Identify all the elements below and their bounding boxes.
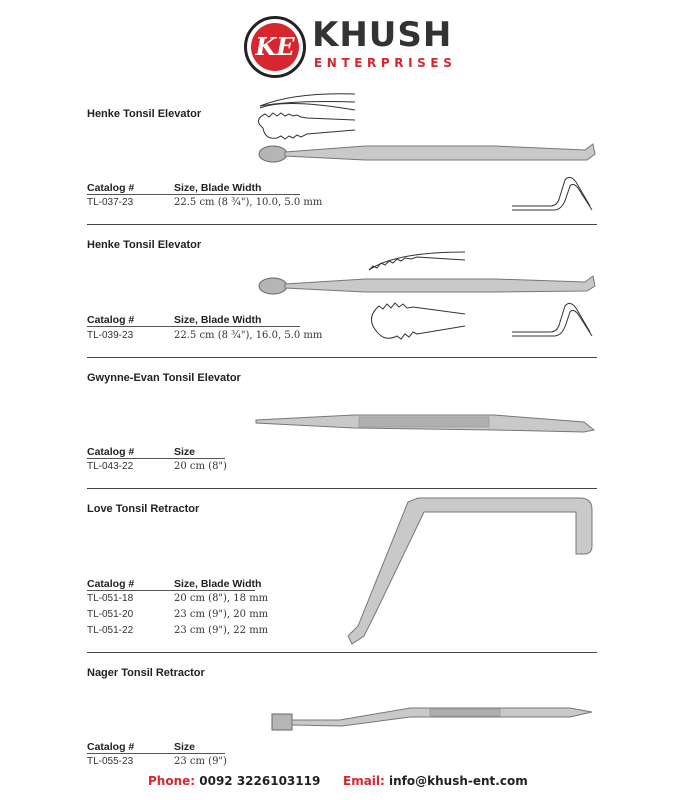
catalog-number: TL-055-23 bbox=[87, 756, 134, 767]
logo-emblem bbox=[244, 16, 306, 78]
logo-title: KHUSH bbox=[312, 15, 453, 55]
section-divider bbox=[87, 652, 597, 653]
blade-closeup-illustration bbox=[365, 248, 475, 274]
header-rule bbox=[87, 326, 300, 327]
phone-contact bbox=[148, 774, 320, 788]
header-rule bbox=[87, 458, 225, 459]
logo-tagline: ENTERPRISES bbox=[314, 56, 457, 70]
phone-number[interactable]: 0092 3226103119 bbox=[199, 774, 321, 788]
section-divider bbox=[87, 488, 597, 489]
instrument-illustration bbox=[254, 410, 599, 436]
size-value: 22.5 cm (8 ¾"), 10.0, 5.0 mm bbox=[174, 197, 323, 208]
size-column-header: Size, Blade Width bbox=[174, 314, 262, 326]
size-value: 23 cm (9"), 20 mm bbox=[174, 609, 269, 620]
catalog-column-header: Catalog # bbox=[87, 578, 135, 590]
catalog-column-header: Catalog # bbox=[87, 446, 135, 458]
size-value: 23 cm (9"), 22 mm bbox=[174, 625, 269, 636]
company-logo bbox=[244, 10, 457, 82]
blade-closeup-illustration bbox=[255, 88, 365, 146]
email-contact bbox=[343, 774, 528, 788]
profile-closeup-illustration bbox=[510, 298, 600, 340]
product-title: Love Tonsil Retractor bbox=[87, 503, 200, 515]
email-label: Email: bbox=[343, 774, 385, 788]
size-value: 22.5 cm (8 ¾"), 16.0, 5.0 mm bbox=[174, 330, 323, 341]
size-value: 20 cm (8") bbox=[174, 461, 227, 472]
instrument-illustration bbox=[255, 140, 600, 170]
header-rule bbox=[87, 194, 300, 195]
catalog-number: TL-051-18 bbox=[87, 593, 134, 604]
catalog-column-header: Catalog # bbox=[87, 314, 135, 326]
size-column-header: Size, Blade Width bbox=[174, 578, 262, 590]
product-title: Nager Tonsil Retractor bbox=[87, 667, 205, 679]
section-divider bbox=[87, 224, 597, 225]
section-divider bbox=[87, 357, 597, 358]
catalog-number: TL-051-20 bbox=[87, 609, 134, 620]
header-rule bbox=[87, 590, 255, 591]
catalog-number: TL-051-22 bbox=[87, 625, 134, 636]
instrument-illustration bbox=[340, 494, 602, 646]
size-column-header: Size, Blade Width bbox=[174, 182, 262, 194]
profile-closeup-illustration bbox=[510, 172, 600, 214]
size-column-header: Size bbox=[174, 741, 196, 753]
size-column-header: Size bbox=[174, 446, 196, 458]
catalog-number: TL-039-23 bbox=[87, 330, 134, 341]
catalog-column-header: Catalog # bbox=[87, 182, 135, 194]
email-address[interactable]: info@khush-ent.com bbox=[389, 774, 528, 788]
size-value: 23 cm (9") bbox=[174, 756, 227, 767]
header-rule bbox=[87, 753, 225, 754]
phone-label: Phone: bbox=[148, 774, 196, 788]
product-title: Henke Tonsil Elevator bbox=[87, 108, 202, 120]
catalog-number: TL-043-22 bbox=[87, 461, 134, 472]
catalog-column-header: Catalog # bbox=[87, 741, 135, 753]
logo-mark: KE bbox=[251, 23, 299, 71]
instrument-illustration bbox=[270, 700, 600, 740]
product-title: Henke Tonsil Elevator bbox=[87, 239, 202, 251]
catalog-number: TL-037-23 bbox=[87, 197, 134, 208]
size-value: 20 cm (8"), 18 mm bbox=[174, 593, 269, 604]
product-title: Gwynne-Evan Tonsil Elevator bbox=[87, 372, 241, 384]
blade-loop-illustration bbox=[365, 296, 475, 346]
